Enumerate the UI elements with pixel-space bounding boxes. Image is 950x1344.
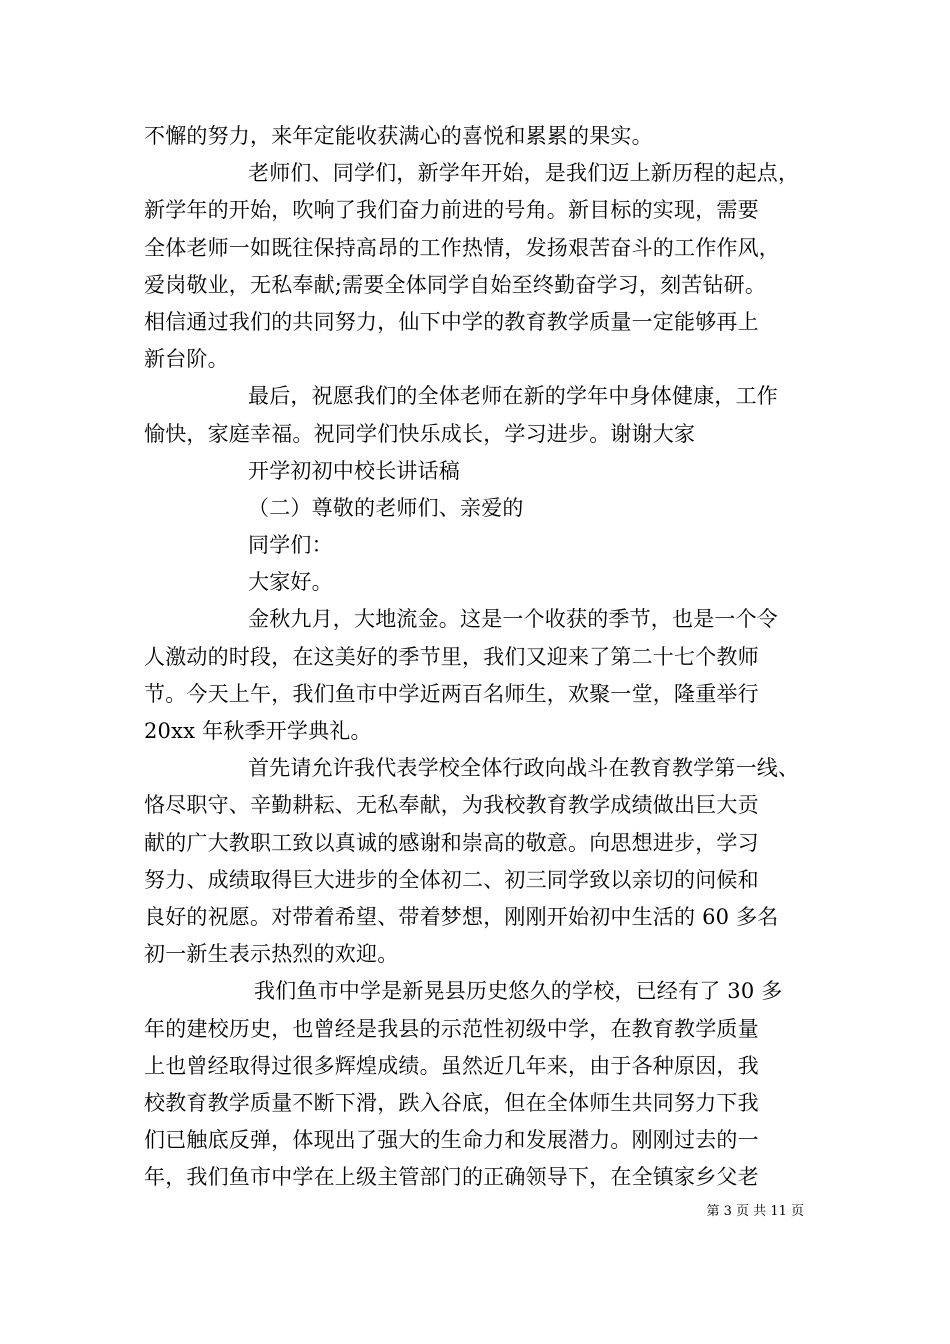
text-line: 们已触底反弹，体现出了强大的生命力和发展潜力。刚刚过去的一 (144, 1128, 759, 1153)
text-line: 上也曾经取得过很多辉煌成绩。虽然近几年来，由于各种原因，我 (144, 1053, 759, 1078)
text-line: 我们鱼市中学是新晃县历史悠久的学校，已经有了 30 多 (254, 979, 783, 1004)
text-line: 恪尽职守、辛勤耕耘、无私奉献，为我校教育教学成绩做出巨大贡 (144, 793, 759, 818)
text-line: 首先请允许我代表学校全体行政向战斗在教育教学第一线、 (248, 756, 800, 781)
text-line: 人激动的时段，在这美好的季节里，我们又迎来了第二十七个教师 (144, 644, 759, 669)
text-line: 不懈的努力，来年定能收获满心的喜悦和累累的果实。 (144, 124, 653, 148)
text-line: 年的建校历史，也曾经是我县的示范性初级中学，在教育教学质量 (144, 1016, 759, 1041)
body-text (144, 118, 816, 1196)
text-line: 节。今天上午，我们鱼市中学近两百名师生，欢聚一堂，隆重举行 (144, 681, 759, 706)
text-line: 爱岗敬业，无私奉献;需要全体同学自始至终勤奋学习，刻苦钻研。 (144, 272, 767, 297)
text-line: 良好的祝愿。对带着希望、带着梦想，刚刚开始初中生活的 60 多名 (144, 904, 779, 929)
text-line: 最后，祝愿我们的全体老师在新的学年中身体健康，工作 (248, 384, 778, 409)
text-line: 新台阶。 (144, 347, 229, 372)
text-line: 努力、成绩取得巨大进步的全体初二、初三同学致以亲切的问候和 (144, 867, 759, 892)
text-line: 新学年的开始，吹响了我们奋力前进的号角。新目标的实现，需要 (144, 198, 759, 223)
page-number-footer: 第 3 页 共 11 页 (706, 1204, 804, 1219)
text-line: 同学们： (248, 533, 333, 558)
text-line: 年，我们鱼市中学在上级主管部门的正确领导下，在全镇家乡父老 (144, 1165, 759, 1190)
text-line: 20xx 年秋季开学典礼。 (144, 719, 372, 743)
section-title: 开学初初中校长讲话稿 (248, 458, 460, 483)
text-line: 大家好。 (248, 570, 333, 595)
text-line: 初一新生表示热烈的欢迎。 (144, 942, 399, 967)
text-line: 献的广大教职工致以真诚的感谢和崇高的敬意。向思想进步，学习 (144, 830, 759, 855)
text-line: 校教育教学质量不断下滑，跌入谷底，但在全体师生共同努力下我 (144, 1090, 759, 1115)
text-line: （二）尊敬的老师们、亲爱的 (248, 495, 524, 520)
text-line: 金秋九月，大地流金。这是一个收获的季节，也是一个令 (248, 607, 778, 632)
text-line: 老师们、同学们，新学年开始，是我们迈上新历程的起点， (248, 161, 800, 186)
text-line: 全体老师一如既往保持高昂的工作热情，发扬艰苦奋斗的工作作风， (144, 235, 780, 260)
text-line: 愉快，家庭幸福。祝同学们快乐成长，学习进步。谢谢大家 (144, 421, 696, 446)
text-line: 相信通过我们的共同努力，仙下中学的教育教学质量一定能够再上 (144, 309, 759, 334)
